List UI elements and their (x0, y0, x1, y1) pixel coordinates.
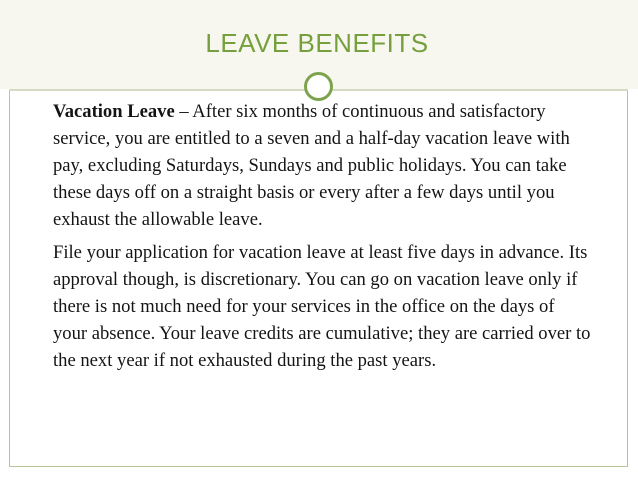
slide-body (53, 98, 593, 374)
paragraph-text: – After six months of continuous and satisfactory service, you are entitled to a seven and a half-day vacation leave with pay, excluding Saturdays, Sundays and public holidays. You can take these days off on a straight basis or every after a few days until you exhaust the allowable leave. (53, 101, 570, 230)
paragraph-vacation-leave (53, 98, 593, 233)
term-vacation-leave: Vacation Leave (53, 101, 175, 122)
paragraph-text: File your application for vacation leave at least five days in advance. Its approval though, is discretionary. You can go on vacation leave only if there is not much need for your services in the office on the days of your absence. Your leave credits are cumulative; they are carried over to the next year if not exhausted during the past years. (53, 242, 591, 371)
circle-ring-icon (304, 72, 333, 101)
paragraph-application (53, 239, 593, 374)
slide-title: LEAVE BENEFITS (205, 28, 429, 58)
